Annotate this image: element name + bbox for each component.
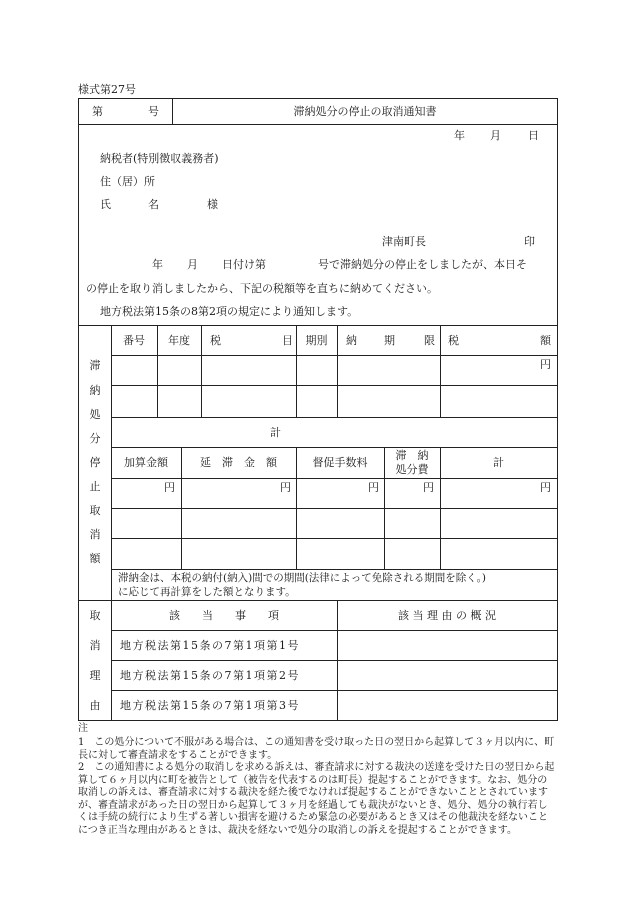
subtotal-header: 計	[493, 456, 504, 469]
note-item-1: 1 この処分について不服がある場合は、この通知書を受け取った日の翌日から起算して３ヶ月以内に、町長に対して審査請求をすることができます。	[78, 737, 555, 761]
col-deadline-header-3: 限	[424, 334, 435, 347]
address-label: 住（居）所	[100, 175, 155, 188]
col-number-header: 番号	[123, 334, 145, 347]
col-amount-header-2: 額	[540, 334, 551, 347]
date-year-label: 年	[454, 129, 465, 142]
body-line1-rest: 号で滞納処分の停止をしましたが、本日そ	[318, 258, 527, 271]
tax-amount-yen: 円	[540, 358, 551, 371]
col-period-header: 期別	[305, 334, 328, 347]
col-deadline-header-1: 納	[346, 334, 357, 347]
body-year: 年	[152, 258, 163, 271]
disposition-cost-yen: 円	[423, 481, 434, 494]
col-year-header: 年度	[168, 334, 190, 347]
body-month: 月	[187, 258, 198, 271]
form-number: 様式第27号	[78, 83, 136, 96]
reason-item-2: 地方税法第15条の7第1項第2号	[120, 669, 300, 682]
subtotal-yen: 円	[540, 481, 551, 494]
reminder-fee-header: 督促手数料	[312, 456, 368, 469]
doc-number-suffix: 号	[148, 105, 159, 118]
col-tax-header-1: 税	[210, 334, 221, 347]
applicable-item-header: 該 当 事 項	[169, 609, 279, 622]
recalc-note-line2: に応じて再計算をした額となります。	[118, 586, 296, 598]
date-month-label: 月	[490, 129, 501, 142]
reminder-fee-yen: 円	[368, 481, 379, 494]
surcharge-header: 加算金額	[124, 456, 168, 469]
document-title: 滞納処分の停止の取消通知書	[293, 105, 437, 118]
honorific: 様	[207, 198, 218, 211]
body-day-label: 日付け第	[222, 258, 266, 271]
recalc-note-line1: 滞納金は、本税の納付(納入)間での期間(法律によって免除される期間を除く。)	[118, 572, 486, 584]
name-label-first: 氏	[100, 198, 111, 211]
tax-total-label: 計	[270, 426, 281, 439]
seal-mark: 印	[524, 235, 535, 248]
disposition-cost-header-1: 滞 納	[395, 449, 429, 462]
surcharge-yen: 円	[164, 481, 175, 494]
issuer-name: 津南町長	[382, 235, 426, 248]
delinquency-yen: 円	[280, 481, 291, 494]
reason-item-1: 地方税法第15条の7第1項第1号	[120, 639, 300, 652]
notes-heading: 注	[78, 723, 88, 734]
reason-item-3: 地方税法第15条の7第1項第3号	[120, 699, 300, 712]
doc-number-prefix: 第	[92, 105, 103, 118]
date-day-label: 日	[528, 129, 539, 142]
col-amount-header-1: 税	[448, 334, 459, 347]
body-line3: 地方税法第15条の8第2項の規定により通知します。	[100, 305, 359, 318]
col-deadline-header-2: 期	[384, 334, 395, 347]
col-tax-header-2: 目	[282, 334, 293, 347]
name-label-second: 名	[148, 198, 159, 211]
note-item-2: 2 この通知書による処分の取消しを求める訴えは、審査請求に対する裁決の送達を受けた日の翌日から起算して６ヶ月以内に町を被告として（被告を代表するのは町長）提起することができます。なお、処分の取消しの訴えは、審査請求に対する裁決を経た後でなければ提起することができないこととされていますが、審査請求があった日の翌日から起算して３ヶ月を経過しても裁決がないとき、処分、処分の執行若しくは手続の続行により生ずる著しい損害を避けるため緊急の必要があるとき又はその他裁決を経ないことにつき正当な理由があるときは、裁決を経ないで処分の取消しの訴えを提起することができます。	[78, 762, 555, 836]
reason-summary-header: 該 当 理 由 の 概 況	[398, 609, 496, 622]
delinquency-header: 延 滞 金 額	[200, 456, 277, 469]
body-line2: の停止を取り消しましたから、下記の税額等を直ちに納めてください。	[86, 282, 438, 295]
taxpayer-label: 納税者(特別徴収義務者)	[100, 152, 219, 165]
disposition-cost-header-2: 処分費	[395, 463, 429, 476]
